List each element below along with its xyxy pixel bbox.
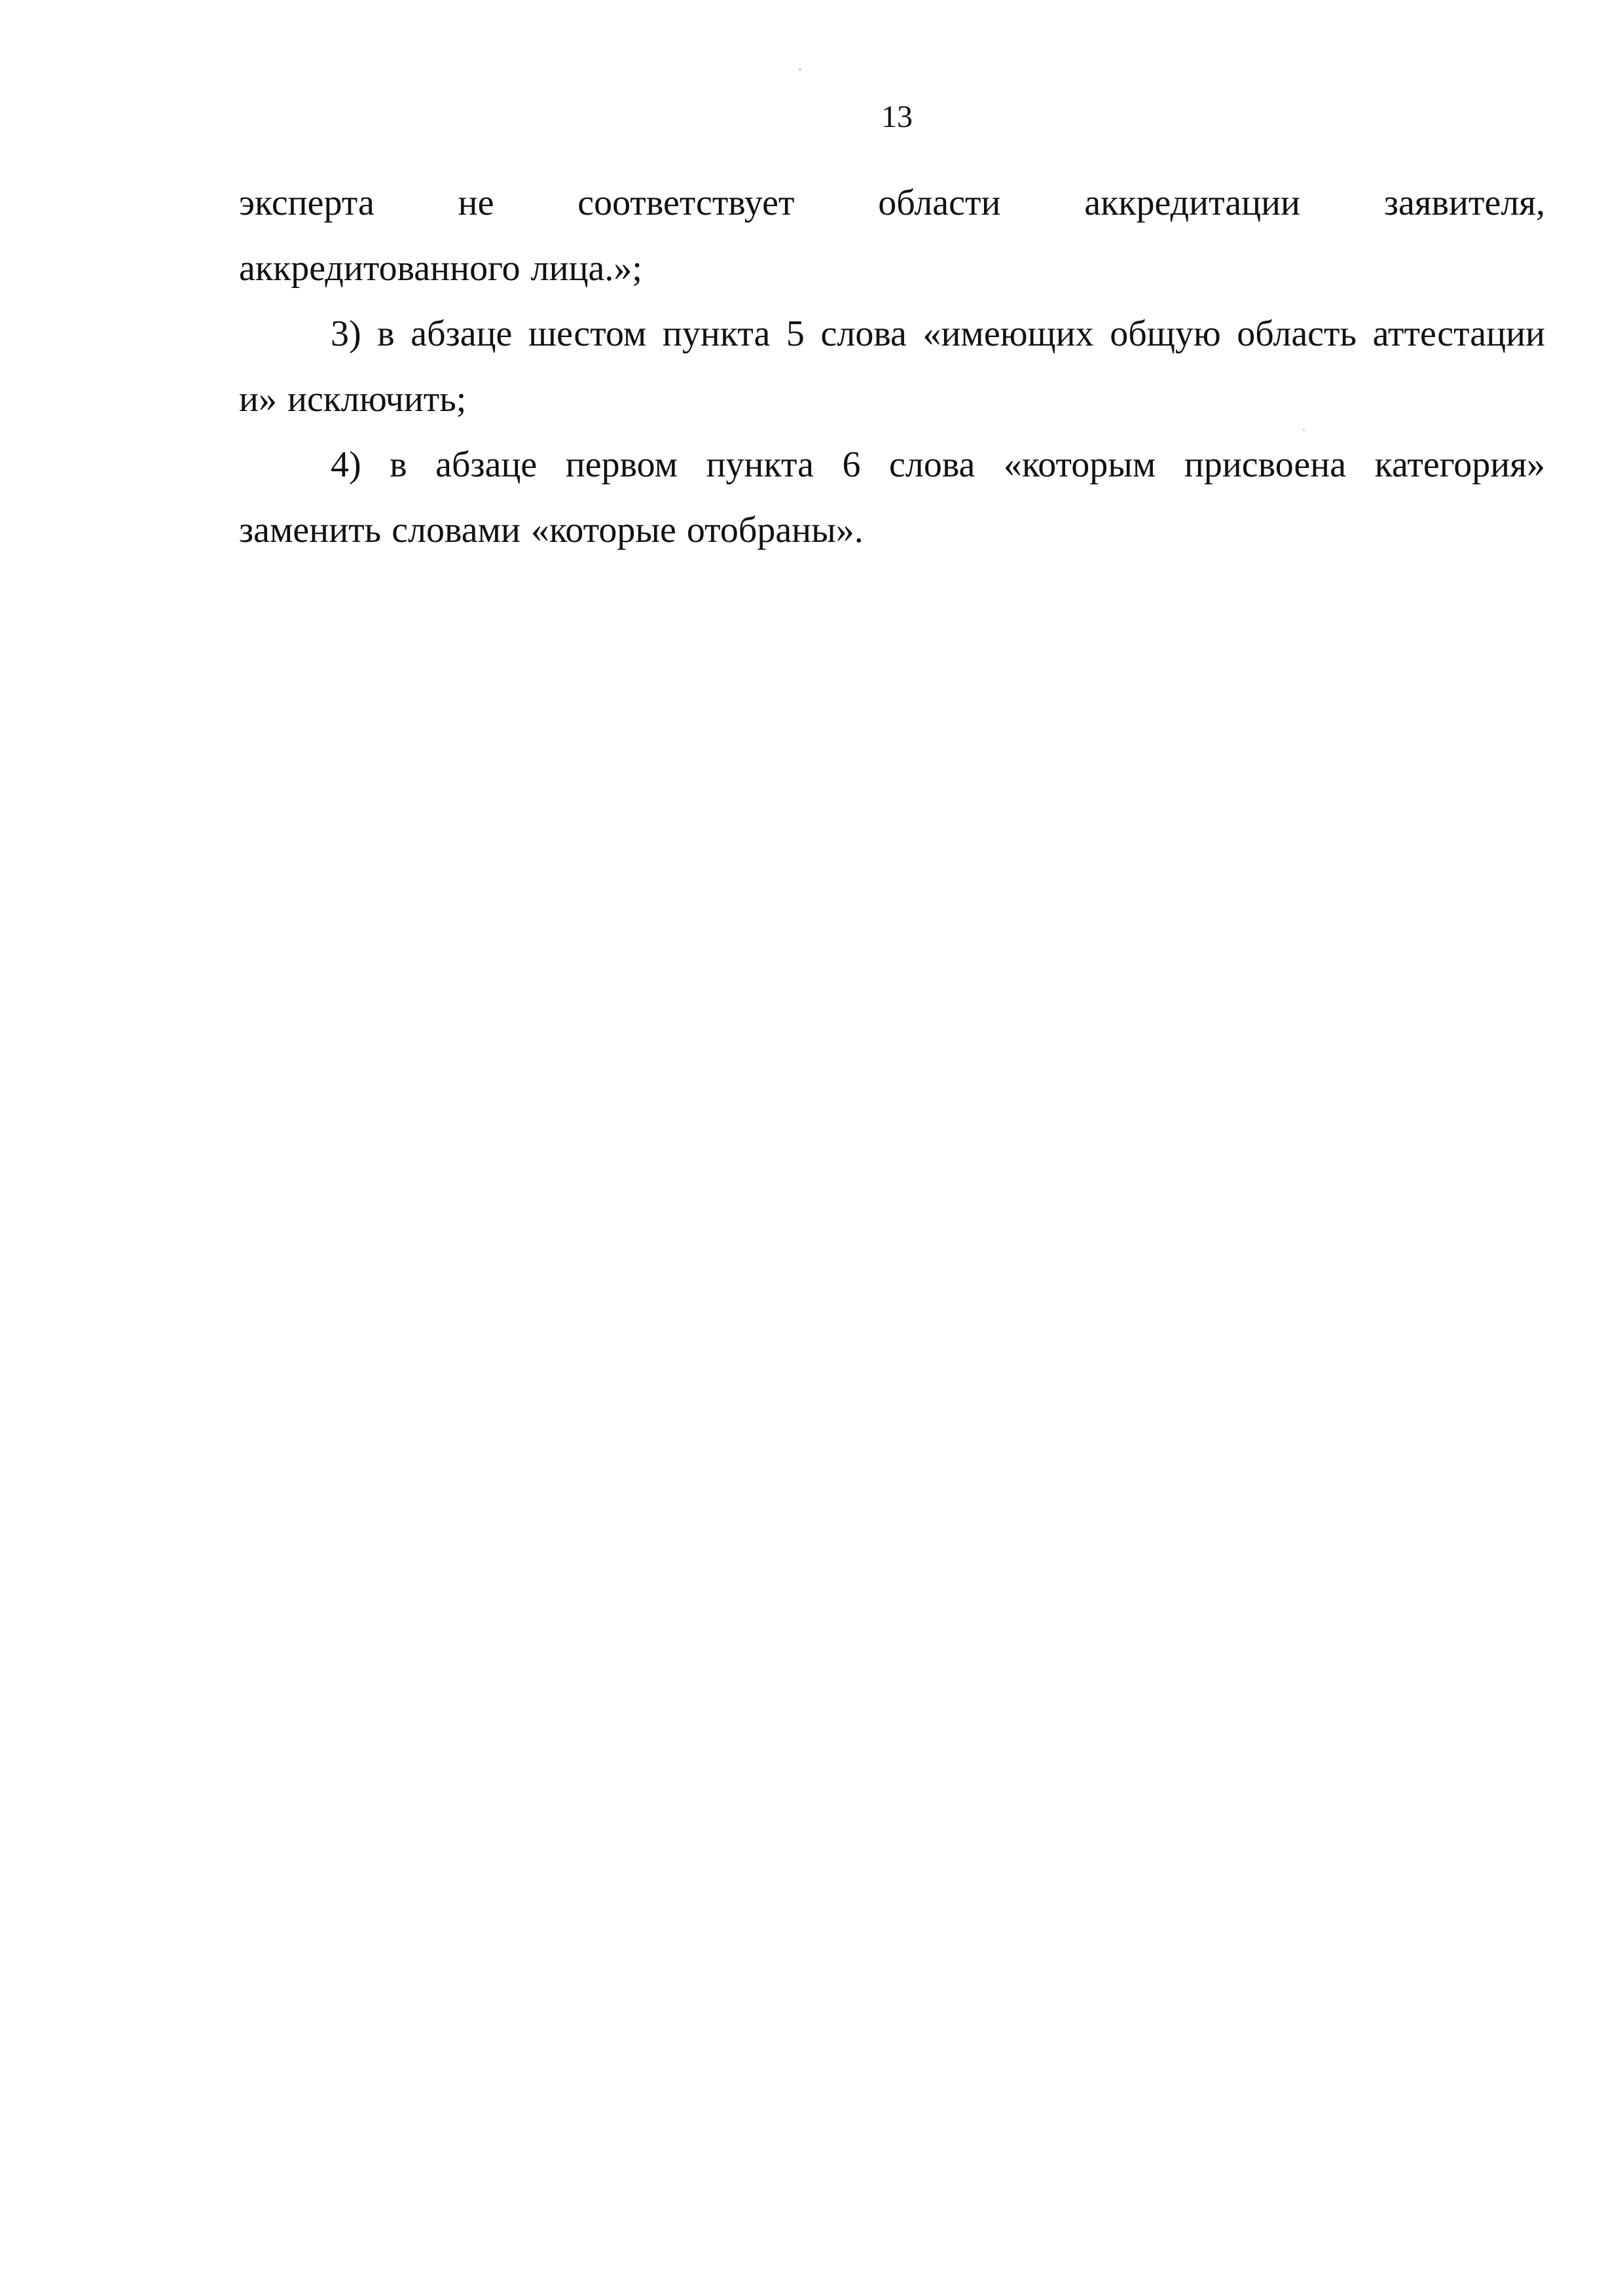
text-line: аккредитованного лица.»; [239, 248, 642, 289]
text-line: заменить словами «которые отобраны». [239, 510, 864, 550]
text-line: эксперта не соответствует области аккредитации заявителя, [239, 183, 1545, 223]
paragraph-3 [239, 432, 1545, 563]
paragraph-1 [239, 170, 1545, 301]
document-body [239, 170, 1545, 563]
text-line: и» исключить; [239, 379, 467, 420]
paragraph-2 [239, 301, 1545, 432]
text-line: 3) в абзаце шестом пункта 5 слова «имеющих общую область аттестации [331, 314, 1545, 354]
text-line: 4) в абзаце первом пункта 6 слова «которым присвоена категория» [331, 444, 1545, 485]
page-number: 13 [881, 99, 913, 134]
scan-speck [799, 68, 801, 71]
